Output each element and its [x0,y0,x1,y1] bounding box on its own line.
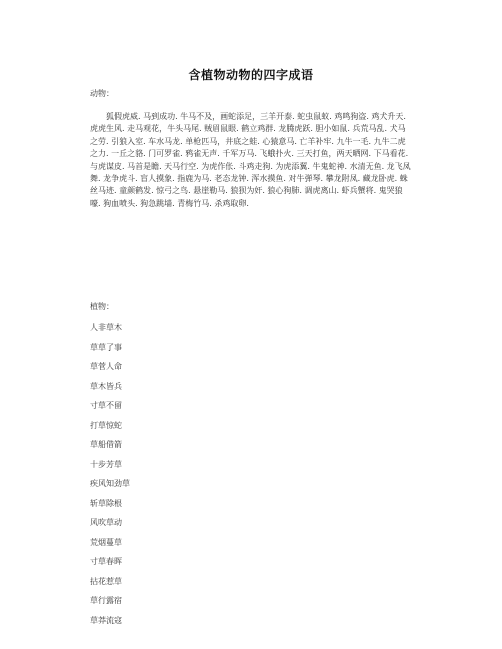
list-item: 寸草不留 [90,401,122,410]
list-item: 人非草木 [90,323,122,332]
animals-idiom-paragraph [90,111,413,210]
list-item: 草船借箭 [90,440,122,449]
list-item: 寸草春晖 [90,557,122,566]
list-item: 十步芳草 [90,459,122,469]
animals-idiom-text: 狐假虎威. 马到成功. 牛马不及，画蛇添足，三羊开泰. 蛇虫鼠蚁. 鸡鸣狗盗. 鸡犬升天. 虎虎生风. 走马观花，牛头马尾. 贼眉鼠眼. 鹤立鸡群. 龙腾虎跃. 胆小如鼠. 兵荒马乱. 犬马之劳. 引狼入室. 车水马龙. 单枪匹马，井底之蛙. 心猿意马. 亡羊补牢. 九牛一毛. 九牛二虎之力. 一丘之貉. 门可罗雀. 鸦雀无声. 千军万马. 飞蛾扑火. 三天打鱼，两天晒网. 下马看花. 与虎谋皮. 马首是瞻. 天马行空. 为虎作伥. 斗鸡走狗. 为虎添翼. 牛鬼蛇神. 水清无鱼. 龙飞凤舞. 龙争虎斗. 盲人摸象. 指鹿为马. 老态龙钟. 浑水摸鱼. 对牛弹琴. 攀龙附凤. 藏龙卧虎. 蛛丝马迹. 童颜鹤发. 惊弓之鸟. 悬崖勒马. 狼狈为奸. 狼心狗肺. 调虎离山. 虾兵蟹将. 鬼哭狼嚎. 狗血喷头. 狗急跳墙. 青梅竹马. 杀鸡取卵. [90,112,411,208]
list-item: 荒烟蔓草 [90,537,122,547]
list-item: 草草了事 [90,342,122,352]
document-title: 含植物动物的四字成语 [188,68,314,82]
list-item: 草菅人命 [90,362,122,371]
plants-section-label: 植物： [90,302,114,311]
animals-section-label: 动物： [90,89,114,98]
list-item: 草木皆兵 [90,381,122,391]
plants-idiom-list [90,323,130,635]
list-item: 打草惊蛇 [90,420,122,430]
list-item: 斩草除根 [90,498,122,508]
list-item: 草莽流寇 [90,615,122,625]
list-item: 拈花惹草 [90,576,122,586]
list-item: 风吹草动 [90,518,122,527]
list-item: 疾风知劲草 [90,479,130,488]
list-item: 草行露宿 [90,596,122,605]
